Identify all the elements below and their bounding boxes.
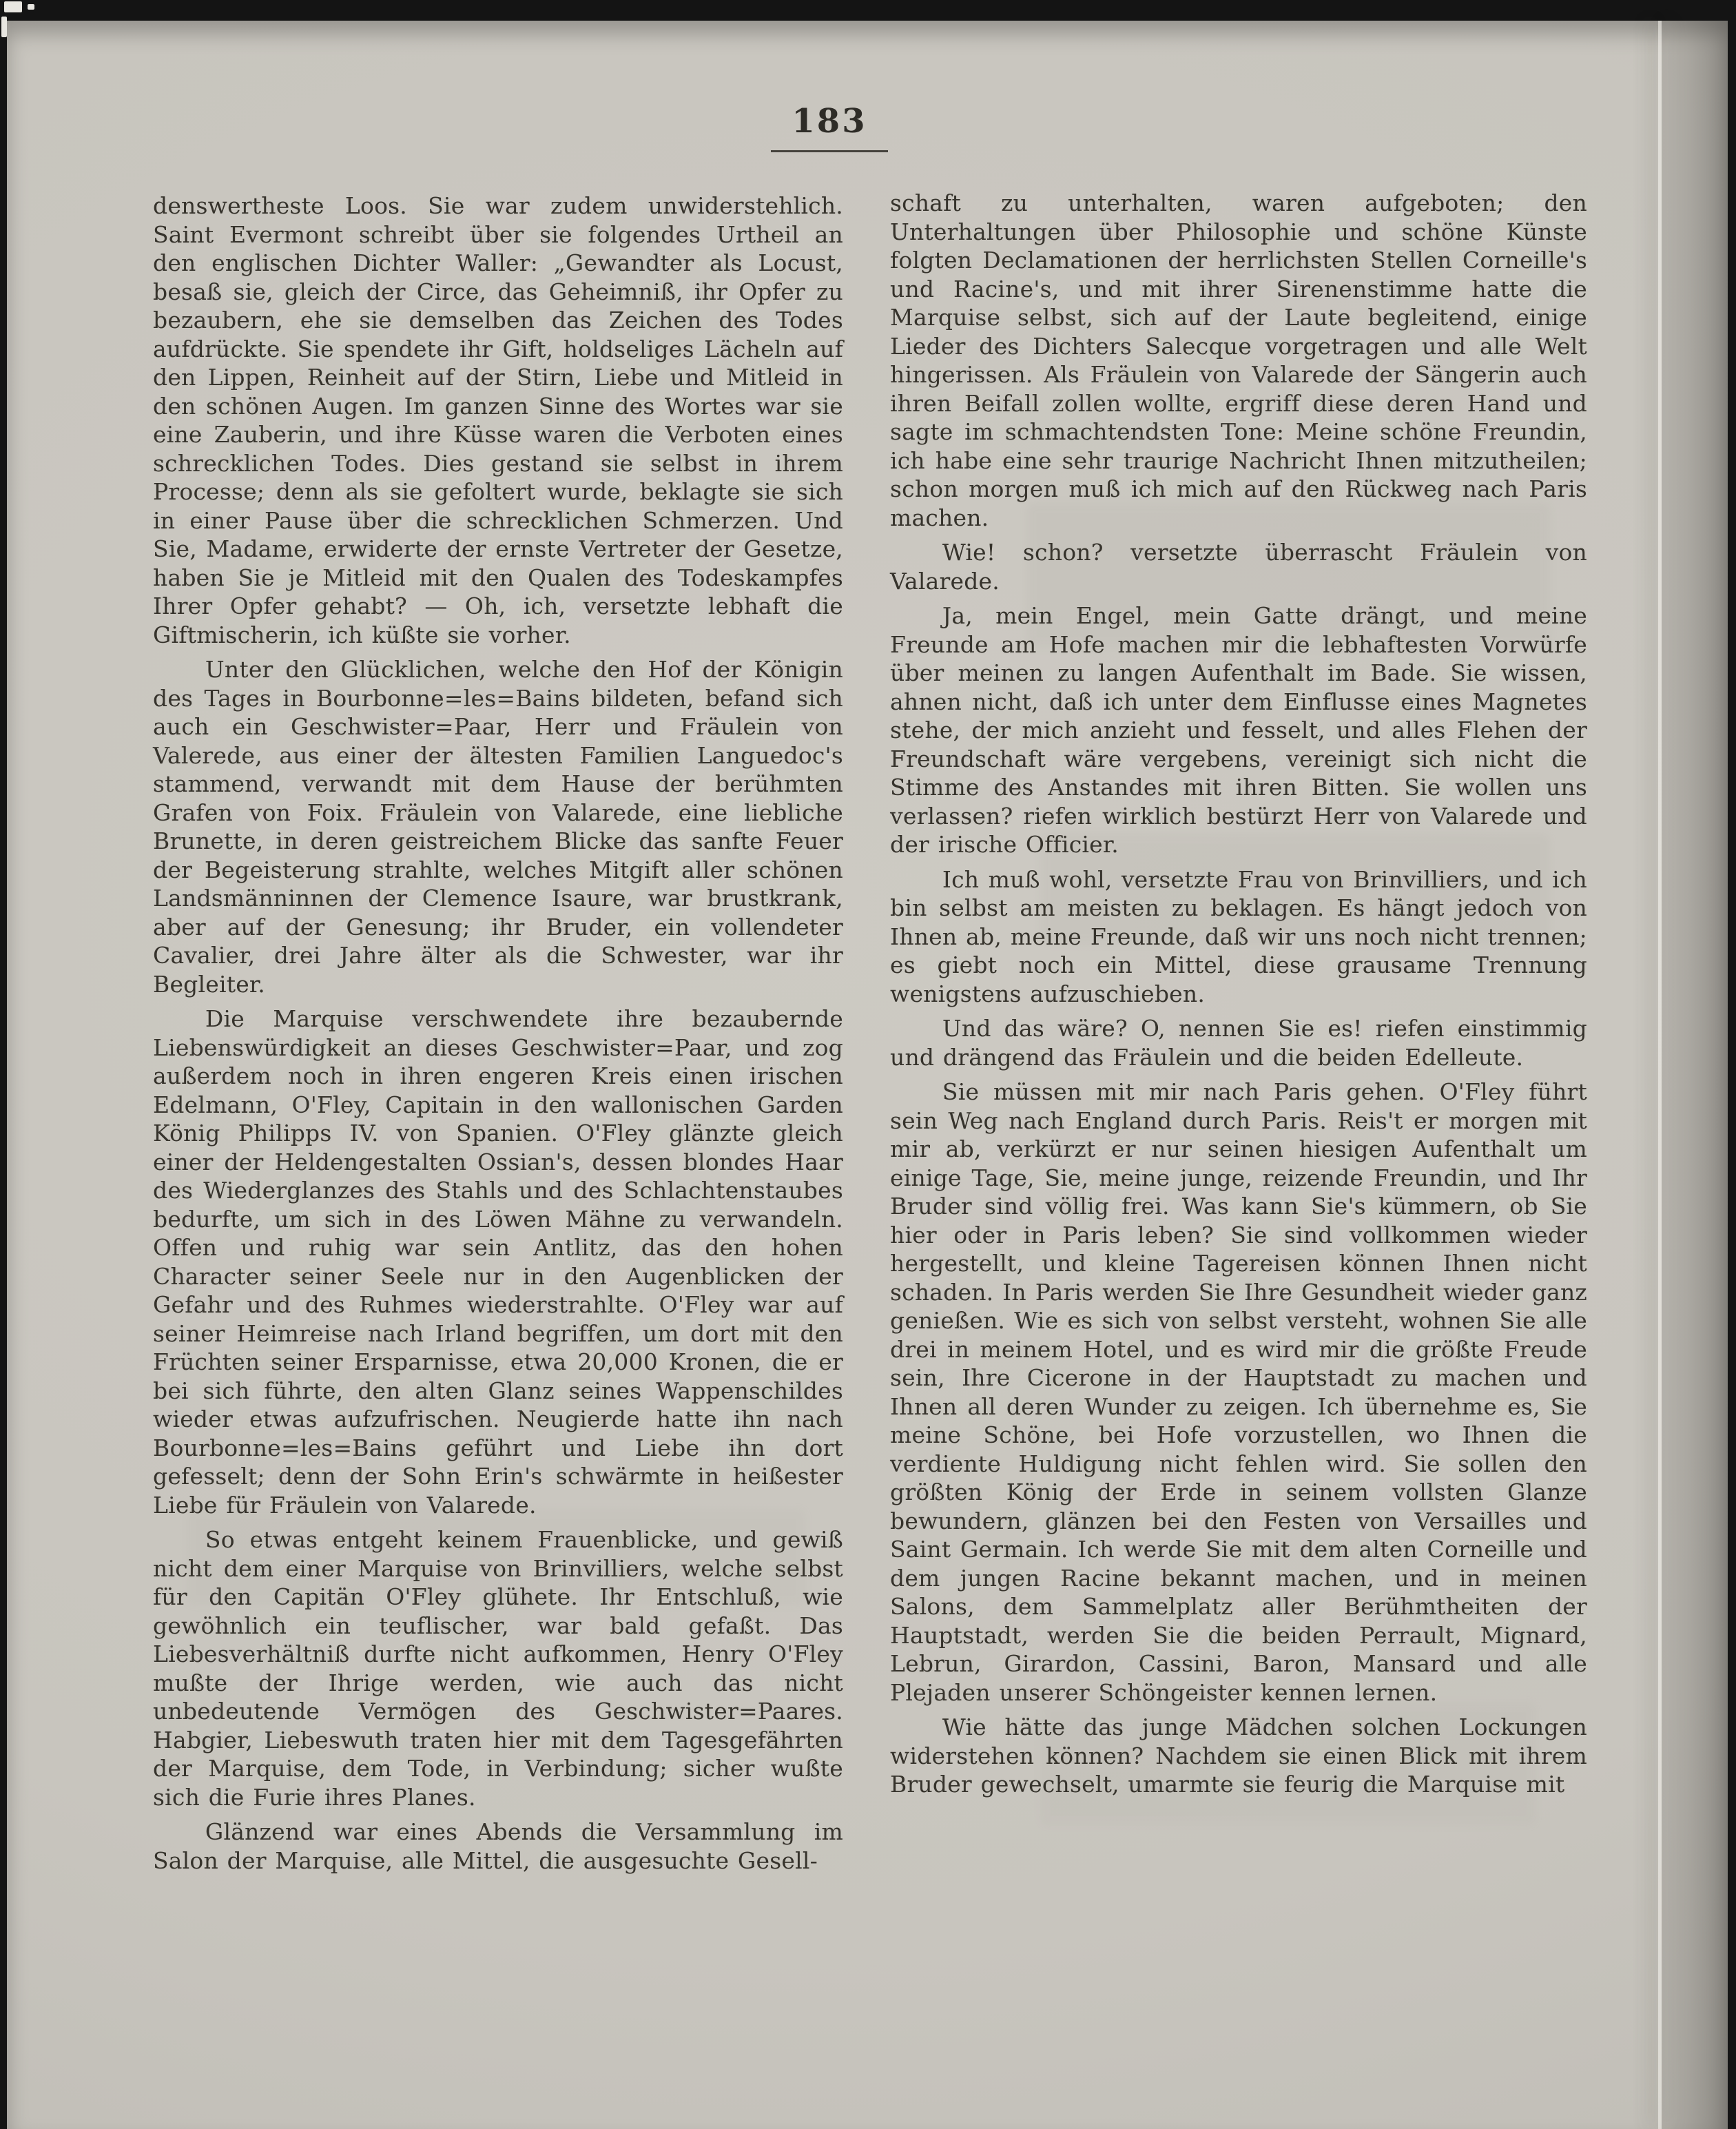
paragraph: Wie hätte das junge Mädchen solchen Lockungen widerstehen können? Nachdem sie einen Blick mit ihrem Bruder gewechselt, umarmte sie feurig die Marquise mit (890, 1714, 1587, 1798)
text-column-left (153, 192, 843, 1881)
paragraph: Ich muß wohl, versetzte Frau von Brinvilliers, und ich bin selbst am meisten zu beklagen. Es hängt jedoch von Ihnen ab, meine Freunde, daß wir uns noch nicht trennen; es giebt noch ein Mittel, diese grausame Trennung wenigstens aufzuschieben. (890, 865, 1587, 1007)
paragraph: schaft zu unterhalten, waren aufgeboten; den Unterhaltungen über Philosophie und schöne Künste folgten Declamationen der herrlichsten Stellen Corneille's und Racine's, und mit ihrer Sirenenstimme hatte die Marquise selbst, sich auf der Laute begleitend, einige Lieder des Dichters Salecque vorgetragen und alle Welt hingerissen. Als Fräulein von Valarede der Sängerin auch ihren Beifall zollen wollte, ergriff diese deren Hand und sagte im schmachtendsten Tone: Meine schöne Freundin, ich habe eine sehr traurige Nachricht Ihnen mitzutheilen; schon morgen muß ich mich auf den Rückweg nach Paris machen. (890, 189, 1587, 531)
paragraph: Ja, mein Engel, mein Gatte drängt, und meine Freunde am Hofe machen mir die lebhaftesten Vorwürfe über meinen zu langen Aufenthalt im Bade. Sie wissen, ahnen nicht, daß ich unter dem Einflusse eines Magnetes stehe, der mich anzieht und fesselt, und alles Flehen der Freundschaft wäre vergebens, vereinigt sich nicht die Stimme des Anstandes mit ihren Bitten. Sie wollen uns verlassen? riefen wirklich bestürzt Herr von Valarede und der irische Officier. (890, 602, 1587, 858)
paragraph: Und das wäre? O, nennen Sie es! riefen einstimmig und drängend das Fräulein und die beiden Edelleute. (890, 1015, 1587, 1071)
paragraph: So etwas entgeht keinem Frauenblicke, und gewiß nicht dem einer Marquise von Brinvilliers, welche selbst für den Capitän O'Fley glühete. Ihr Entschluß, wie gewöhnlich ein teuflischer, war bald gefaßt. Das Liebesverhältniß durfte nicht aufkommen, Henry O'Fley mußte der Ihrige werden, wie auch das nicht unbedeutende Vermögen des Geschwister=Paares. Habgier, Liebeswuth traten hier mit dem Tagesgefährten der Marquise, dem Tode, in Verbindung; sicher wußte sich die Furie ihres Planes. (153, 1526, 843, 1811)
paragraph: Unter den Glücklichen, welche den Hof der Königin des Tages in Bourbonne=les=Bains bildeten, befand sich auch ein Geschwister=Paar, Herr und Fräulein von Valerede, aus einer der ältesten Familien Languedoc's stammend, verwandt mit dem Hause der berühmten Grafen von Foix. Fräulein von Valarede, eine liebliche Brunette, in deren geistreichem Blicke das sanfte Feuer der Begeisterung strahlte, welches Mitgift aller schönen Landsmänninnen der Clemence Isaure, war brustkrank, aber auf der Genesung; ihr Bruder, ein vollendeter Cavalier, drei Jahre älter als die Schwester, war ihr Begleiter. (153, 656, 843, 998)
page-fold-shadow (1662, 21, 1728, 2129)
paragraph: denswertheste Loos. Sie war zudem unwiderstehlich. Saint Evermont schreibt über sie folgendes Urtheil an den englischen Dichter Waller: „Gewandter als Locust, besaß sie, gleich der Circe, das Geheimniß, ihr Opfer zu bezaubern, ehe sie demselben das Zeichen des Todes aufdrückte. Sie spendete ihr Gift, holdseliges Lächeln auf den Lippen, Reinheit auf der Stirn, Liebe und Mitleid in den schönen Augen. Im ganzen Sinne des Wortes war sie eine Zauberin, und ihre Küsse waren die Verboten eines schrecklichen Todes. Dies gestand sie selbst in ihrem Processe; denn als sie gefoltert wurde, beklagte sie sich in einer Pause über die schrecklichen Schmerzen. Und Sie, Madame, erwiderte der ernste Vertreter der Gesetze, haben Sie je Mitleid mit den Qualen des Todeskampfes Ihrer Opfer gehabt? — Oh, ich, versetzte lebhaft die Giftmischerin, ich küßte sie vorher. (153, 192, 843, 648)
paragraph: Wie! schon? versetzte überrascht Fräulein von Valarede. (890, 539, 1587, 595)
paragraph: Sie müssen mit mir nach Paris gehen. O'Fley führt sein Weg nach England durch Paris. Reis't er morgen mit mir ab, verkürzt er nur seinen hiesigen Aufenthalt um einige Tage, Sie, meine junge, reizende Freundin, und Ihr Bruder sind völlig frei. Was kann Sie's kümmern, ob Sie hier oder in Paris leben? Sie sind vollkommen wieder hergestellt, und kleine Tagereisen können Ihnen nicht schaden. In Paris werden Sie Ihre Gesundheit wieder ganz genießen. Wie es sich von selbst versteht, wohnen Sie alle drei in meinem Hotel, und es wird mir die größte Freude sein, Ihre Cicerone in der Hauptstadt zu machen und Ihnen all deren Wunder zu zeigen. Ich übernehme es, Sie meine Schöne, bei Hofe vorzustellen, wo Ihnen die verdiente Huldigung nicht fehlen wird. Sie sollen den größten König der Erde in seinem vollsten Glanze bewundern, glänzen bei den Festen von Versailles und Saint Germain. Ich werde Sie mit dem alten Corneille und dem jungen Racine bekannt machen, und in meinen Salons, dem Sammelplatz aller Berühmtheiten der Hauptstadt, werden Sie die beiden Perrault, Mignard, Lebrun, Girardon, Cassini, Baron, Mansard und alle Plejaden unserer Schöngeister kennen lernen. (890, 1078, 1587, 1706)
scan-artifact (4, 1, 22, 12)
scan-artifact (28, 4, 34, 10)
scan-artifact (1, 17, 7, 37)
text-column-right (890, 189, 1587, 1805)
page-number: 183 (792, 102, 867, 141)
paragraph: Glänzend war eines Abends die Versammlung im Salon der Marquise, alle Mittel, die ausgesuchte Gesell- (153, 1818, 843, 1874)
paragraph: Die Marquise verschwendete ihre bezaubernde Liebenswürdigkeit an dieses Geschwister=Paar, und zog außerdem noch in ihren engeren Kreis einen irischen Edelmann, O'Fley, Capitain in den wallonischen Garden König Philipps IV. von Spanien. O'Fley glänzte gleich einer der Heldengestalten Ossian's, dessen blondes Haar des Wiederglanzes des Stahls und des Schlachtenstaubes bedurfte, um sich in des Löwen Mähne zu verwandeln. Offen und ruhig war sein Antlitz, das den hohen Character seiner Seele nur in den Augenblicken der Gefahr und des Ruhmes wiederstrahlte. O'Fley war auf seiner Heimreise nach Irland begriffen, um dort mit den Früchten seiner Ersparnisse, etwa 20,000 Kronen, die er bei sich führte, den alten Glanz seines Wappenschildes wieder etwas aufzufrischen. Neugierde hatte ihn nach Bourbonne=les=Bains geführt und Liebe ihn dort gefesselt; denn der Sohn Erin's schwärmte in heißester Liebe für Fräulein von Valarede. (153, 1005, 843, 1519)
paper-page (7, 21, 1728, 2129)
page-number-rule (771, 150, 888, 152)
page-header (7, 102, 1652, 152)
